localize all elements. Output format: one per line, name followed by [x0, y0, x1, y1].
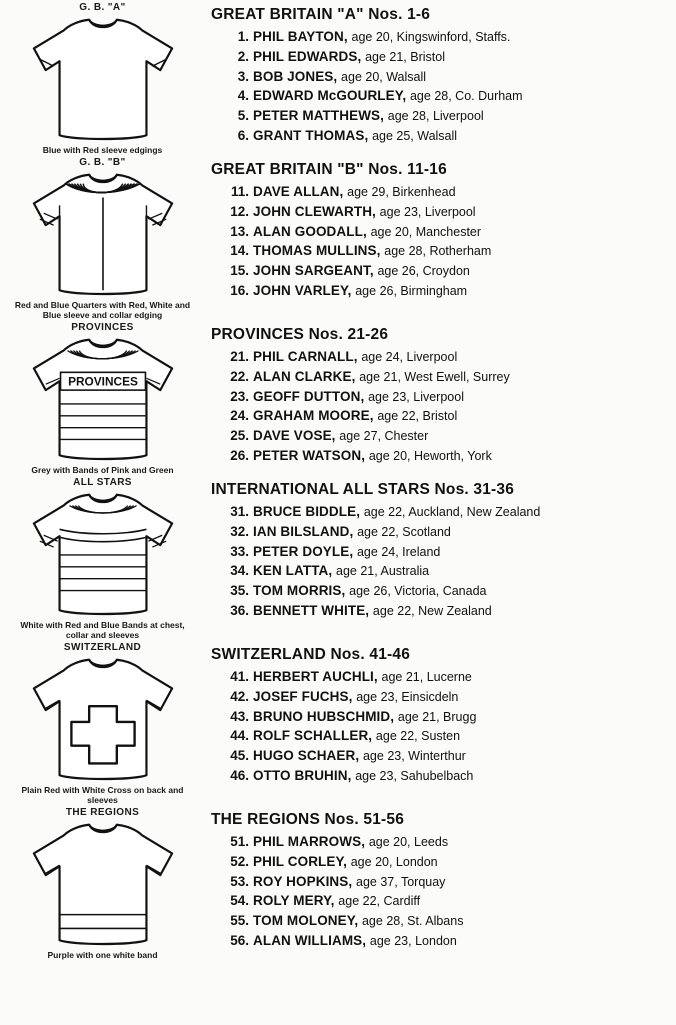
jersey-column: [0, 0, 205, 155]
player-name: BRUNO HUBSCHMID,: [253, 708, 395, 724]
player-row: [227, 891, 676, 911]
jersey-column: [0, 320, 205, 475]
player-number: 15.: [230, 263, 249, 279]
player-name: GRAHAM MOORE,: [253, 408, 374, 424]
player-row: [227, 522, 676, 542]
jersey-top-label: G. B. "B": [79, 157, 126, 169]
jersey-caption: White with Red and Blue Bands at chest, collar and sleeves: [20, 620, 185, 641]
player-row: [227, 542, 676, 562]
player-name: ALAN WILLIAMS,: [253, 932, 367, 948]
player-row: [227, 106, 676, 126]
jersey-illustration: [24, 489, 182, 619]
player-row: [227, 347, 676, 367]
jersey-caption: Grey with Bands of Pink and Green: [31, 465, 174, 476]
player-row: [227, 746, 676, 766]
player-row: [227, 202, 676, 222]
player-detail: age 23, Sahubelbach: [355, 768, 474, 783]
player-name: PETER DOYLE,: [253, 543, 354, 559]
player-list: [211, 667, 676, 786]
roster-column: [205, 320, 676, 466]
player-name: IAN BILSLAND,: [253, 523, 354, 539]
player-name: HUGO SCHAER,: [253, 748, 360, 764]
jersey-caption: Blue with Red sleeve edgings: [42, 145, 163, 155]
player-number: 36.: [230, 602, 249, 618]
player-detail: age 20, Leeds: [368, 835, 449, 850]
jersey-graphic: [23, 334, 183, 464]
player-number: 4.: [237, 88, 249, 104]
player-row: [227, 182, 676, 202]
player-detail: age 20, Manchester: [370, 224, 482, 239]
player-number: 56.: [230, 932, 249, 948]
player-name: GEOFF DUTTON,: [253, 388, 365, 404]
jersey-caption: Red and Blue Quarters with Red, White and Blue sleeve and collar edging: [14, 300, 191, 321]
roster-column: [205, 475, 676, 621]
player-name: ROY HOPKINS,: [253, 873, 353, 889]
player-list: [211, 27, 676, 146]
jersey-top-label: ALL STARS: [73, 477, 132, 489]
team-block: [0, 475, 676, 640]
player-row: [227, 222, 676, 242]
player-detail: age 22, Cardiff: [338, 894, 421, 909]
player-detail: age 26, Victoria, Canada: [349, 584, 487, 599]
team-heading: SWITZERLAND Nos. 41-46: [211, 646, 411, 664]
player-row: [227, 707, 676, 727]
roster-column: [205, 155, 676, 301]
team-heading: PROVINCES Nos. 21-26: [211, 326, 389, 344]
team-block: [0, 155, 676, 320]
roster-column: [205, 805, 676, 951]
player-detail: age 21, Australia: [336, 564, 430, 579]
player-detail: age 24, Liverpool: [361, 350, 458, 365]
team-heading: GREAT BRITAIN "A" Nos. 1-6: [211, 6, 431, 23]
player-number: 43.: [230, 708, 249, 724]
jersey-graphic: [23, 14, 183, 144]
player-number: 11.: [230, 184, 249, 200]
player-name: ROLY MERY,: [253, 893, 335, 909]
player-detail: age 24, Ireland: [356, 544, 441, 559]
player-name: PHIL BAYTON,: [253, 29, 348, 44]
player-number: 52.: [230, 853, 249, 869]
player-detail: age 21, Brugg: [397, 709, 477, 724]
player-detail: age 23, Liverpool: [379, 204, 476, 219]
player-detail: age 23, Winterthur: [362, 749, 466, 764]
player-name: KEN LATTA,: [253, 563, 333, 579]
jersey-graphic: [23, 169, 183, 299]
player-number: 5.: [237, 108, 249, 123]
player-detail: age 28, St. Albans: [361, 914, 464, 929]
player-number: 44.: [230, 728, 249, 744]
player-number: 24.: [230, 408, 249, 424]
player-detail: age 26, Croydon: [377, 264, 470, 279]
player-number: 26.: [230, 447, 249, 463]
player-row: [227, 426, 676, 446]
player-name: PHIL MARROWS,: [253, 834, 366, 850]
player-row: [227, 27, 676, 47]
player-detail: age 23, Liverpool: [368, 389, 464, 404]
player-detail: age 25, Walsall: [372, 128, 458, 143]
player-name: PHIL CORLEY,: [253, 853, 347, 869]
player-name: DAVE ALLAN,: [253, 184, 344, 200]
player-number: 33.: [230, 543, 249, 559]
team-block: [0, 640, 676, 805]
jersey-illustration: [24, 14, 182, 144]
player-detail: age 28, Rotherham: [384, 244, 492, 259]
player-number: 3.: [237, 68, 249, 84]
player-row: [227, 766, 676, 786]
jersey-illustration: [24, 169, 182, 299]
player-detail: age 26, Birmingham: [355, 283, 468, 298]
jersey-graphic: [23, 819, 183, 949]
player-row: [227, 601, 676, 621]
team-block: [0, 805, 676, 960]
svg-text:PROVINCES: PROVINCES: [67, 374, 138, 389]
player-number: 42.: [230, 688, 249, 704]
player-name: PETER MATTHEWS,: [253, 108, 384, 123]
player-name: JOHN CLEWARTH,: [253, 203, 376, 219]
player-detail: age 23, London: [369, 933, 457, 948]
player-number: 21.: [230, 349, 249, 365]
player-detail: age 22, Scotland: [357, 524, 451, 539]
player-row: [227, 911, 676, 931]
jersey-illustration: [24, 334, 182, 464]
player-detail: age 28, Co. Durham: [409, 89, 523, 104]
team-block: [0, 0, 676, 155]
player-number: 12.: [230, 203, 249, 219]
player-detail: age 20, Heworth, York: [368, 448, 492, 463]
player-detail: age 29, Birkenhead: [347, 185, 456, 200]
player-name: ALAN GOODALL,: [253, 223, 367, 239]
player-detail: age 21, West Ewell, Surrey: [359, 369, 510, 384]
player-row: [227, 726, 676, 746]
player-detail: age 22, Auckland, New Zealand: [363, 505, 541, 520]
player-detail: age 20, Walsall: [341, 69, 427, 84]
player-name: THOMAS MULLINS,: [253, 243, 381, 259]
player-name: PHIL CARNALL,: [253, 349, 358, 365]
player-detail: age 23, Einsicdeln: [356, 689, 459, 704]
player-number: 46.: [230, 767, 249, 783]
player-name: ALAN CLARKE,: [253, 368, 356, 384]
player-row: [227, 126, 676, 146]
player-number: 25.: [230, 428, 249, 444]
player-detail: age 22, New Zealand: [372, 603, 492, 618]
team-heading: THE REGIONS Nos. 51-56: [211, 811, 405, 829]
player-detail: age 20, Kingswinford, Staffs.: [351, 30, 511, 44]
player-row: [227, 281, 676, 301]
jersey-column: [0, 805, 205, 960]
player-number: 13.: [230, 223, 249, 239]
player-detail: age 27, Chester: [339, 429, 429, 444]
jersey-top-label: SWITZERLAND: [63, 642, 142, 654]
player-number: 31.: [230, 504, 249, 520]
player-name: HERBERT AUCHLI,: [253, 669, 378, 685]
player-detail: age 28, Liverpool: [387, 109, 484, 123]
player-name: PETER WATSON,: [253, 447, 366, 463]
player-name: EDWARD McGOURLEY,: [253, 88, 407, 104]
player-row: [227, 687, 676, 707]
player-list: [211, 347, 676, 466]
player-number: 2.: [237, 48, 249, 64]
player-row: [227, 47, 676, 67]
player-name: JOSEF FUCHS,: [253, 688, 353, 704]
player-name: JOHN VARLEY,: [253, 282, 352, 298]
player-row: [227, 561, 676, 581]
player-number: 51.: [230, 834, 249, 850]
team-heading: GREAT BRITAIN "B" Nos. 11-16: [211, 161, 447, 179]
player-row: [227, 86, 676, 106]
player-detail: age 22, Susten: [375, 729, 461, 744]
jersey-column: [0, 155, 205, 320]
player-number: 1.: [237, 29, 249, 44]
player-row: [227, 367, 676, 387]
player-list: [211, 832, 676, 951]
jersey-top-label: G. B. "A": [79, 2, 126, 13]
roster-column: [205, 640, 676, 786]
player-name: ROLF SCHALLER,: [253, 728, 373, 744]
player-number: 32.: [230, 523, 249, 539]
jersey-illustration: [24, 654, 182, 784]
jersey-top-label: THE REGIONS: [65, 807, 140, 819]
player-row: [227, 502, 676, 522]
player-number: 14.: [230, 243, 249, 259]
team-heading: INTERNATIONAL ALL STARS Nos. 31-36: [211, 481, 515, 499]
jersey-illustration: [24, 819, 182, 949]
jersey-column: [0, 640, 205, 805]
player-detail: age 20, London: [350, 854, 438, 869]
player-row: [227, 406, 676, 426]
roster-column: [205, 0, 676, 146]
jersey-caption: Purple with one white band: [47, 950, 158, 961]
jersey-column: [0, 475, 205, 640]
player-number: 45.: [230, 748, 249, 764]
player-name: DAVE VOSE,: [253, 428, 336, 444]
player-name: BRUCE BIDDLE,: [253, 504, 361, 520]
player-row: [227, 446, 676, 466]
player-row: [227, 931, 676, 951]
player-list: [211, 182, 676, 301]
player-row: [227, 667, 676, 687]
jersey-graphic: [23, 654, 183, 784]
player-number: 22.: [230, 368, 249, 384]
player-detail: age 37, Torquay: [356, 874, 446, 889]
jersey-top-label: PROVINCES: [71, 322, 134, 334]
player-number: 54.: [230, 893, 249, 909]
player-row: [227, 852, 676, 872]
player-detail: age 22, Bristol: [377, 409, 458, 424]
player-name: BENNETT WHITE,: [253, 602, 370, 618]
player-number: 6.: [237, 127, 249, 143]
player-name: JOHN SARGEANT,: [253, 263, 374, 279]
player-row: [227, 581, 676, 601]
jersey-caption: Plain Red with White Cross on back and sleeves: [21, 785, 184, 806]
player-name: GRANT THOMAS,: [253, 127, 369, 143]
player-row: [227, 832, 676, 852]
player-name: BOB JONES,: [253, 68, 338, 84]
player-number: 23.: [230, 388, 249, 404]
player-number: 55.: [230, 913, 249, 929]
player-row: [227, 241, 676, 261]
player-name: TOM MORRIS,: [253, 583, 346, 599]
player-row: [227, 872, 676, 892]
player-list: [211, 502, 676, 621]
player-name: OTTO BRUHIN,: [253, 767, 352, 783]
player-number: 35.: [230, 583, 249, 599]
player-number: 41.: [230, 669, 249, 685]
player-name: TOM MOLONEY,: [253, 913, 359, 929]
player-detail: age 21, Bristol: [365, 49, 445, 64]
player-number: 16.: [230, 282, 249, 298]
player-number: 53.: [230, 873, 249, 889]
player-detail: age 21, Lucerne: [381, 670, 472, 685]
jersey-graphic: [23, 489, 183, 619]
team-block: [0, 320, 676, 475]
player-row: [227, 387, 676, 407]
player-row: [227, 67, 676, 87]
player-number: 34.: [230, 563, 249, 579]
player-name: PHIL EDWARDS,: [253, 48, 362, 64]
player-row: [227, 261, 676, 281]
